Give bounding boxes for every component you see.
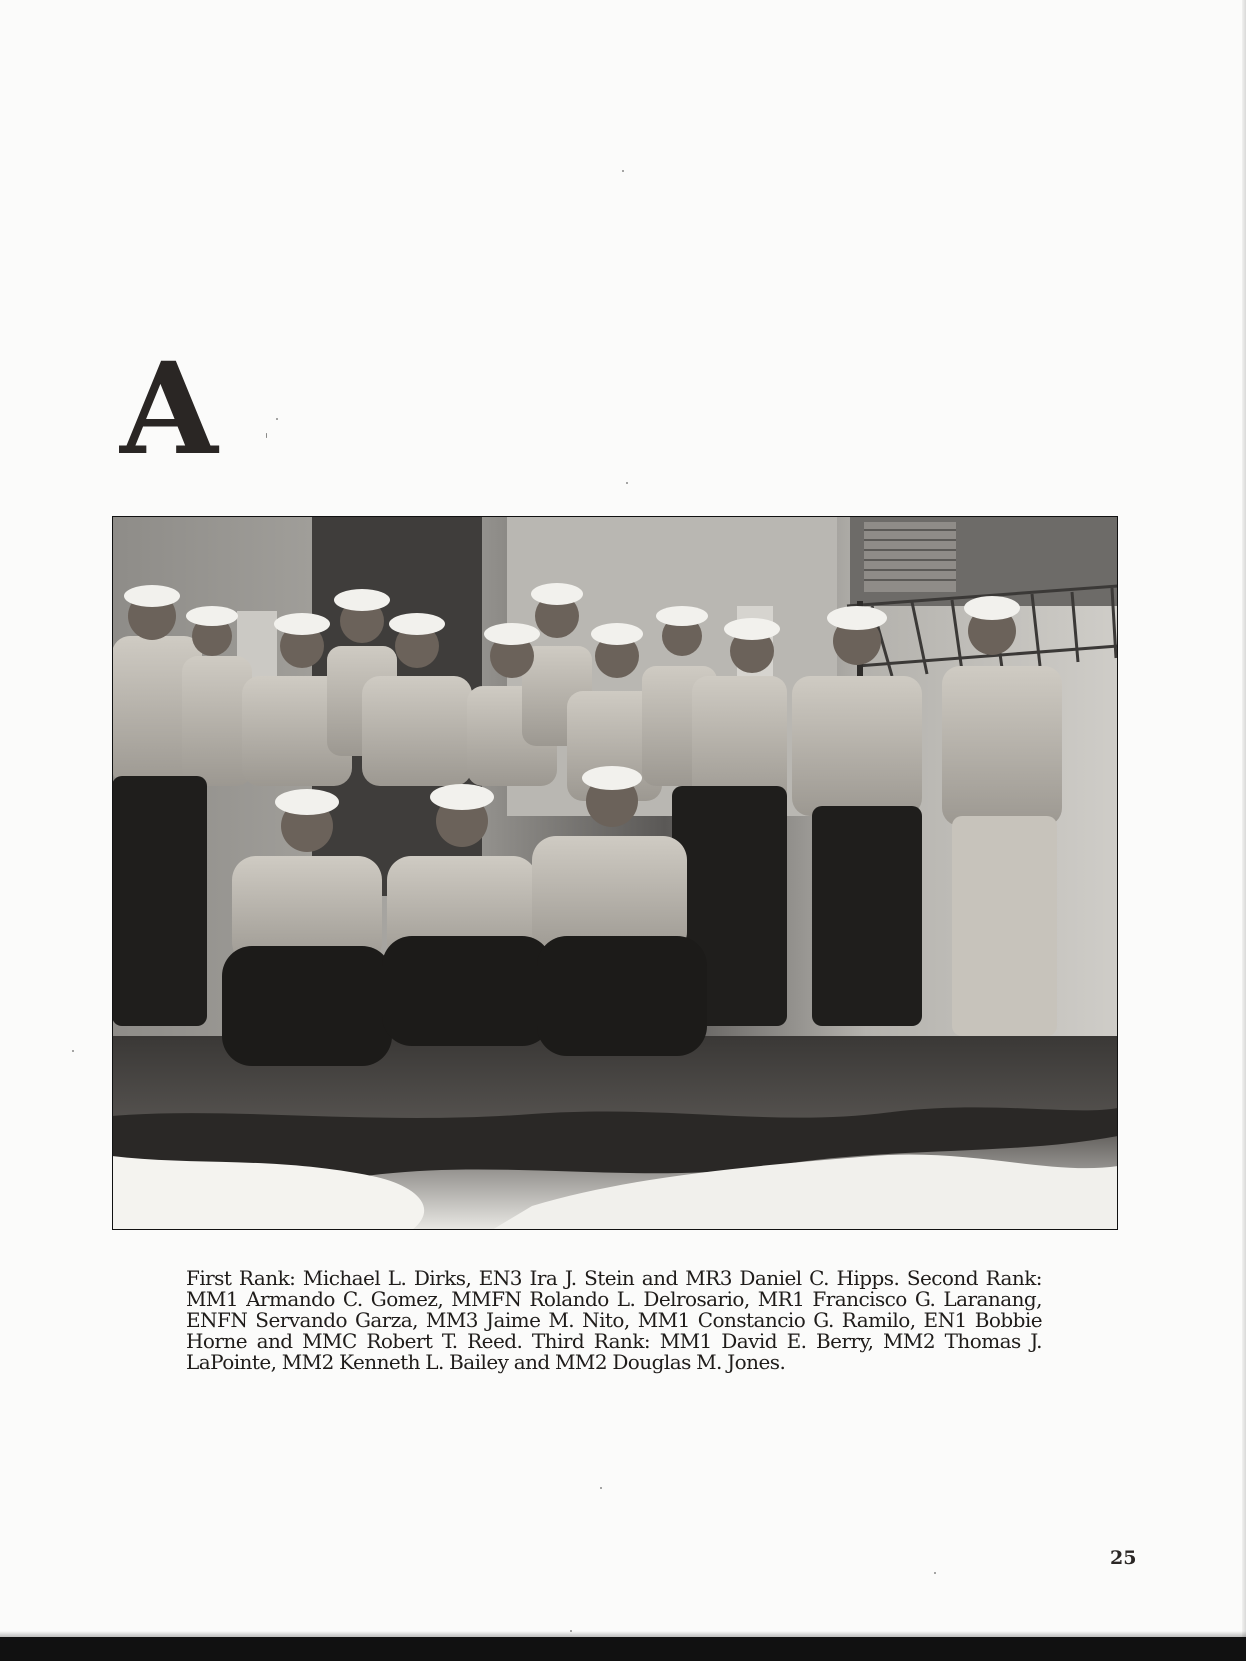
scan-speck: [626, 482, 628, 484]
scan-speck: [622, 170, 624, 172]
photo-caption: First Rank: Michael L. Dirks, EN3 Ira J. Stein and MR3 Daniel C. Hipps. Second Rank: MM1 Armando C. Gomez, MMFN Rolando L. Delrosario, MR1 Francisco G. Laranang, ENFN Servando Garza, MM3 Jaime M. Nito, MM1 Constancio G. Ramilo, EN1 Bobbie Horne and MMC Robert T. Reed. Third Rank: MM1 David E. Berry, MM2 Thomas J. LaPointe, MM2 Kenneth L. Bailey and MM2 Douglas M. Jones.: [186, 1266, 1042, 1374]
photo-illustration: [112, 516, 1118, 1230]
section-letter-heading: A: [120, 335, 218, 483]
scan-speck: [276, 418, 278, 420]
page-number: 25: [1110, 1547, 1137, 1569]
scan-speck: [266, 433, 267, 438]
scan-speck: [72, 1050, 74, 1052]
scan-speck: [600, 1487, 602, 1489]
page-edge-shadow: [1242, 0, 1246, 1661]
scan-bottom-edge: [0, 1637, 1246, 1661]
crew-group-photo: [112, 516, 1118, 1230]
scan-speck: [934, 1572, 936, 1574]
